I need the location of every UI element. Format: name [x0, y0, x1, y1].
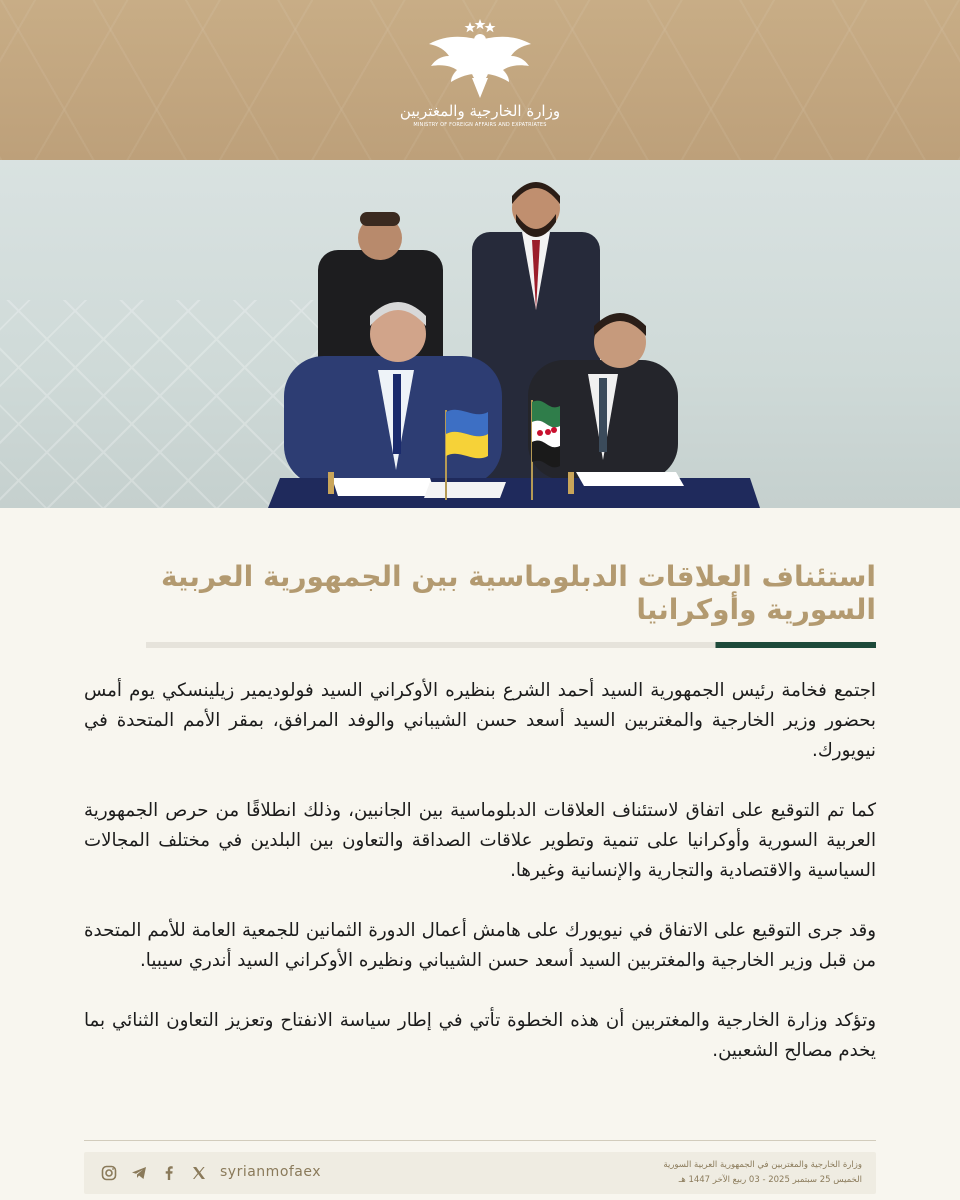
paragraph-2: كما تم التوقيع على اتفاق لاستئناف العلاقات الدبلوماسية بين الجانبين، وذلك انطلاقًا من حرص الجمهورية العربية السورية وأوكرانيا على تنمية وتطوير علاقات الصداقة والتعاون بين البلدين في مختلف المجالات السياسية والاقتصادية والتجارية والإنسانية وغيرها. [84, 800, 876, 881]
folder-center [424, 482, 506, 498]
seated-person-left [284, 302, 502, 486]
document-left [332, 478, 436, 496]
footer-bar [84, 1152, 876, 1194]
ministry-emblem [399, 18, 561, 138]
telegram-icon[interactable] [130, 1164, 148, 1182]
pen-stand-left [328, 472, 334, 494]
document-right [576, 472, 684, 486]
footer-info [663, 1158, 862, 1188]
social-links [100, 1162, 208, 1184]
photo-people-illustration [0, 160, 960, 508]
title-divider [146, 642, 876, 648]
eagle-icon [425, 18, 535, 100]
article-body [84, 676, 876, 1096]
social-handle[interactable]: syrianmofaex [220, 1164, 322, 1180]
paragraph-4: وتؤكد وزارة الخارجية والمغتربين أن هذه الخطوة تأتي في إطار سياسة الانفتاح وتعزيز التعاون الثنائي بما يخدم مصالح الشعبين. [84, 1010, 876, 1061]
paragraph-3: وقد جرى التوقيع على الاتفاق في نيويورك على هامش أعمال الدورة الثمانين للجمعية العامة للأمم المتحدة من قبل وزير الخارجية والمغتربين السيد أسعد حسن الشيباني ونظيره الأوكراني السيد أندري سيبيا. [84, 920, 876, 971]
instagram-icon[interactable] [100, 1164, 118, 1182]
signing-ceremony-photo [0, 160, 960, 508]
emblem-arabic-text: وزارة الخارجية والمغتربين [399, 102, 561, 120]
footer-ministry-line: وزارة الخارجية والمغتربين في الجمهورية العربية السورية [663, 1160, 862, 1170]
footer-date-line: الخميس 25 سبتمبر 2025 - 03 ربيع الآخر 1447 هـ [678, 1175, 862, 1185]
facebook-icon[interactable] [160, 1164, 178, 1182]
paragraph-1: اجتمع فخامة رئيس الجمهورية السيد أحمد الشرع بنظيره الأوكراني السيد فولوديمير زيلينسكي يوم أمس بحضور وزير الخارجية والمغتربين السيد أسعد حسن الشيباني والوفد المرافق، بمقر الأمم المتحدة في نيويورك. [84, 680, 876, 761]
pen-stand-right [568, 472, 574, 494]
emblem-english-text: MINISTRY OF FOREIGN AFFAIRS AND EXPATRIATES [413, 122, 547, 128]
x-icon[interactable] [190, 1164, 208, 1182]
article-title: استئناف العلاقات الدبلوماسية بين الجمهورية العربية السورية وأوكرانيا [160, 560, 876, 626]
header-banner [0, 0, 960, 160]
footer-divider [84, 1140, 876, 1141]
